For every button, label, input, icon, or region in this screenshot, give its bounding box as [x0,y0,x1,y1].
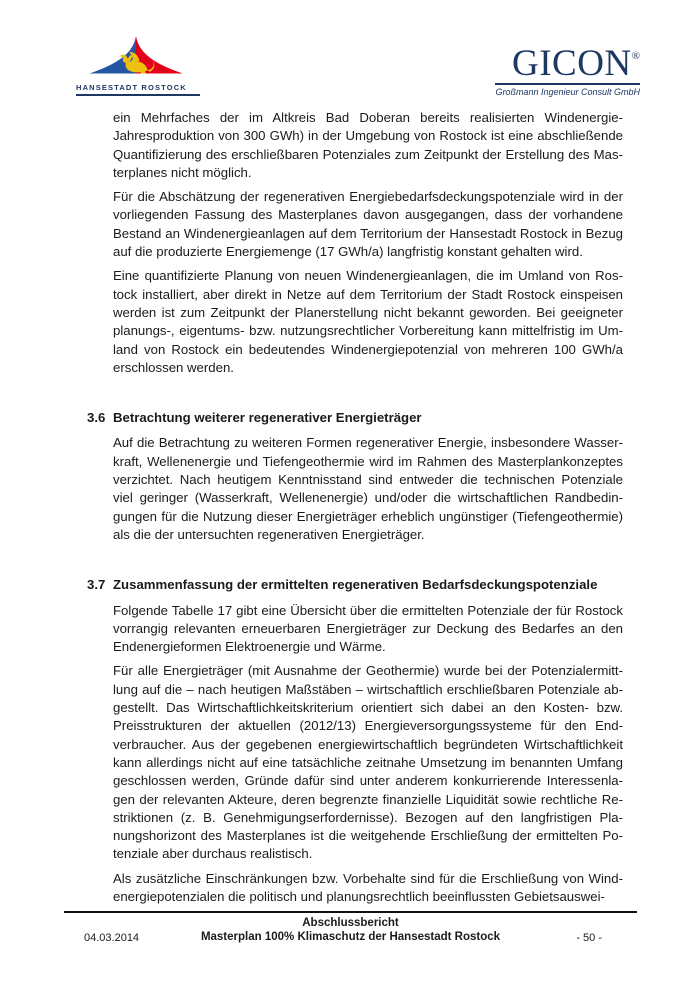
hansestadt-rostock-logo [76,35,200,96]
section-heading-3-7 [87,576,623,594]
text-line: erschlossen werden. [113,359,234,375]
page-footer [64,917,637,944]
text-line: tenziale aber durchaus realistisch. [113,846,313,862]
text-line: gen der relevanten Akteure, deren begrenzte finanzielle Liquidität sowie rechtliche Re- [113,791,623,807]
text-line: kraft, Wellenenergie und Tiefengeothermie wird im Rahmen des Masterplankonzeptes [113,453,623,469]
text-line: Jahresproduktion von 300 GWh) in der Umgebung von Rostock ist eine abschließende [113,128,623,144]
text-line: Auf die Betrachtung zu weiteren Formen regenerativer Energie, insbesondere Wasser- [113,435,623,451]
text-line: Für die Abschätzung der regenerativen Energiebedarfsdeckungspotenziale wird in der [113,189,623,205]
text-line: auf die produzierte Energiemenge (17 GWh/a) langfristig konstant gehalten wird. [113,244,583,260]
text-line: als die der untersuchten regenerativen Energieträger. [113,526,425,542]
heading-title: Betrachtung weiterer regenerativer Energieträger [113,410,422,426]
paragraph [113,267,623,377]
text-line: viel geringer (Wasserkraft, Wellenenergie) und/oder die wirtschaftlichen Randbedin- [113,490,623,506]
heading-number: 3.6 [87,410,106,426]
text-line: gestellt. Das Wirtschaftlichkeitskriterium orientiert sich dabei an den Kosten- bzw. [113,700,623,716]
paragraph [113,434,623,544]
text-line: Folgende Tabelle 17 gibt eine Übersicht über die ermittelten Potenziale der für Rostock [113,602,623,618]
text-line: gungen für die Nutzung dieser Energieträger erheblich ungünstiger (Tiefengeothermie) [113,508,623,524]
section-heading-3-6 [87,409,623,427]
footer-report-line1: Abschlussbericht [302,917,399,929]
text-line: Für alle Energieträger (mit Ausnahme der Geothermie) wurde bei der Potenzialermitt- [113,663,623,679]
footer-report-line2: Masterplan 100% Klimaschutz der Hansestadt Rostock [200,930,501,943]
text-line: terplanes nicht möglich. [113,164,252,180]
text-line: Bestand an Windenergieanlagen auf dem Territorium der Hansestadt Rostock in Bezug [113,225,623,241]
gicon-subtitle: Großmann Ingenieur Consult GmbH [495,87,640,97]
text-line: vorrangig relevanten erneuerbaren Energieträger zur Deckung des Bedarfes an den [113,620,623,636]
text-line: geschlossen werden, Gründe dafür sind unter anderem konkurrierende Interessenla- [113,773,623,789]
paragraph [113,662,623,863]
text-line: tock installiert, aber direkt in Netze auf dem Territorium der Stadt Rostock einspeisen [113,286,623,302]
gicon-logo [495,38,640,97]
heading-title: Zusammenfassung der ermittelten regenerativen Bedarfsdeckungspotenziale [113,577,598,593]
text-line: Endenergieformen Elektroenergie und Wärme. [113,639,386,655]
footer-page-number: - 50 - [576,932,602,944]
text-line: planungs-, eigentums- bzw. nutzungsrechtlicher Vorbereitung kann mittelfristig im Um- [113,323,623,339]
paragraph [113,188,623,261]
registered-trademark-icon: ® [631,50,640,62]
text-line: Eine quantifizierte Planung von neuen Windenergieanlagen, die im Umland von Ros- [113,268,623,284]
footer-rule [64,911,637,913]
text-line: verbraucher. Aus der gegebenen energiewirtschaftlich begründeten Wirtschaftlichkeit [113,736,623,752]
paragraph [113,109,623,182]
rostock-logo-caption: HANSESTADT ROSTOCK [76,83,187,92]
text-line: vorliegenden Fassung des Masterplanes davon ausgegangen, dass der vorhandene [113,207,623,223]
gicon-wordmark-text: GICON [511,43,632,84]
text-line: lung auf die – nach heutigen Maßstäben – wirtschaftlich erschließbaren Potenziale ab- [113,681,623,697]
text-line: Quantifizierung des erschließbaren Potenziales zum Zeitpunkt der Erstellung des Mas- [113,146,623,162]
text-line: energiepotenzialen die politisch und planungsrechtlich beeinflussten Gebietsauswei- [113,888,605,904]
footer-date: 04.03.2014 [84,932,140,944]
text-line: land von Rostock ein bedeutendes Windenergiepotenzial von mehreren 100 GWh/a [113,341,623,357]
paragraph [113,602,623,657]
text-line: kann allerdings nicht auf eine tatsächliche zeitnahe Umsetzung im benannten Umfang [113,754,623,770]
heading-number: 3.7 [87,577,106,593]
text-line: ein Mehrfaches der im Altkreis Bad Doberan bereits realisierten Windenergie- [113,110,623,125]
rostock-logo-rule [76,94,200,96]
paragraph [113,870,623,907]
text-line: verzichtet. Nach heutigem Kenntnisstand sind entweder die technischen Potenziale [113,472,623,488]
text-line: striktionen (z. B. Genehmigungserfordernisse). Bezogen auf den langfristigen Pla- [113,809,623,825]
footer-report-title [184,917,517,944]
text-line: Preisstrukturen der aktuellen (2012/13) Energieversorgungssysteme für den End- [113,718,623,734]
rostock-sail-griffin-icon [86,35,200,82]
text-line: nungshorizont des Masterplanes ist die weitgehende Erschließung der ermittelten Po- [113,828,623,844]
text-line: Als zusätzliche Einschränkungen bzw. Vorbehalte sind für die Erschließung von Wind- [113,870,623,886]
text-line: werden ist zum Zeitpunkt der Planerstellung nicht bekannt geworden. Bei geeigneter [113,304,623,320]
gicon-wordmark [495,38,640,82]
document-body [87,109,623,912]
